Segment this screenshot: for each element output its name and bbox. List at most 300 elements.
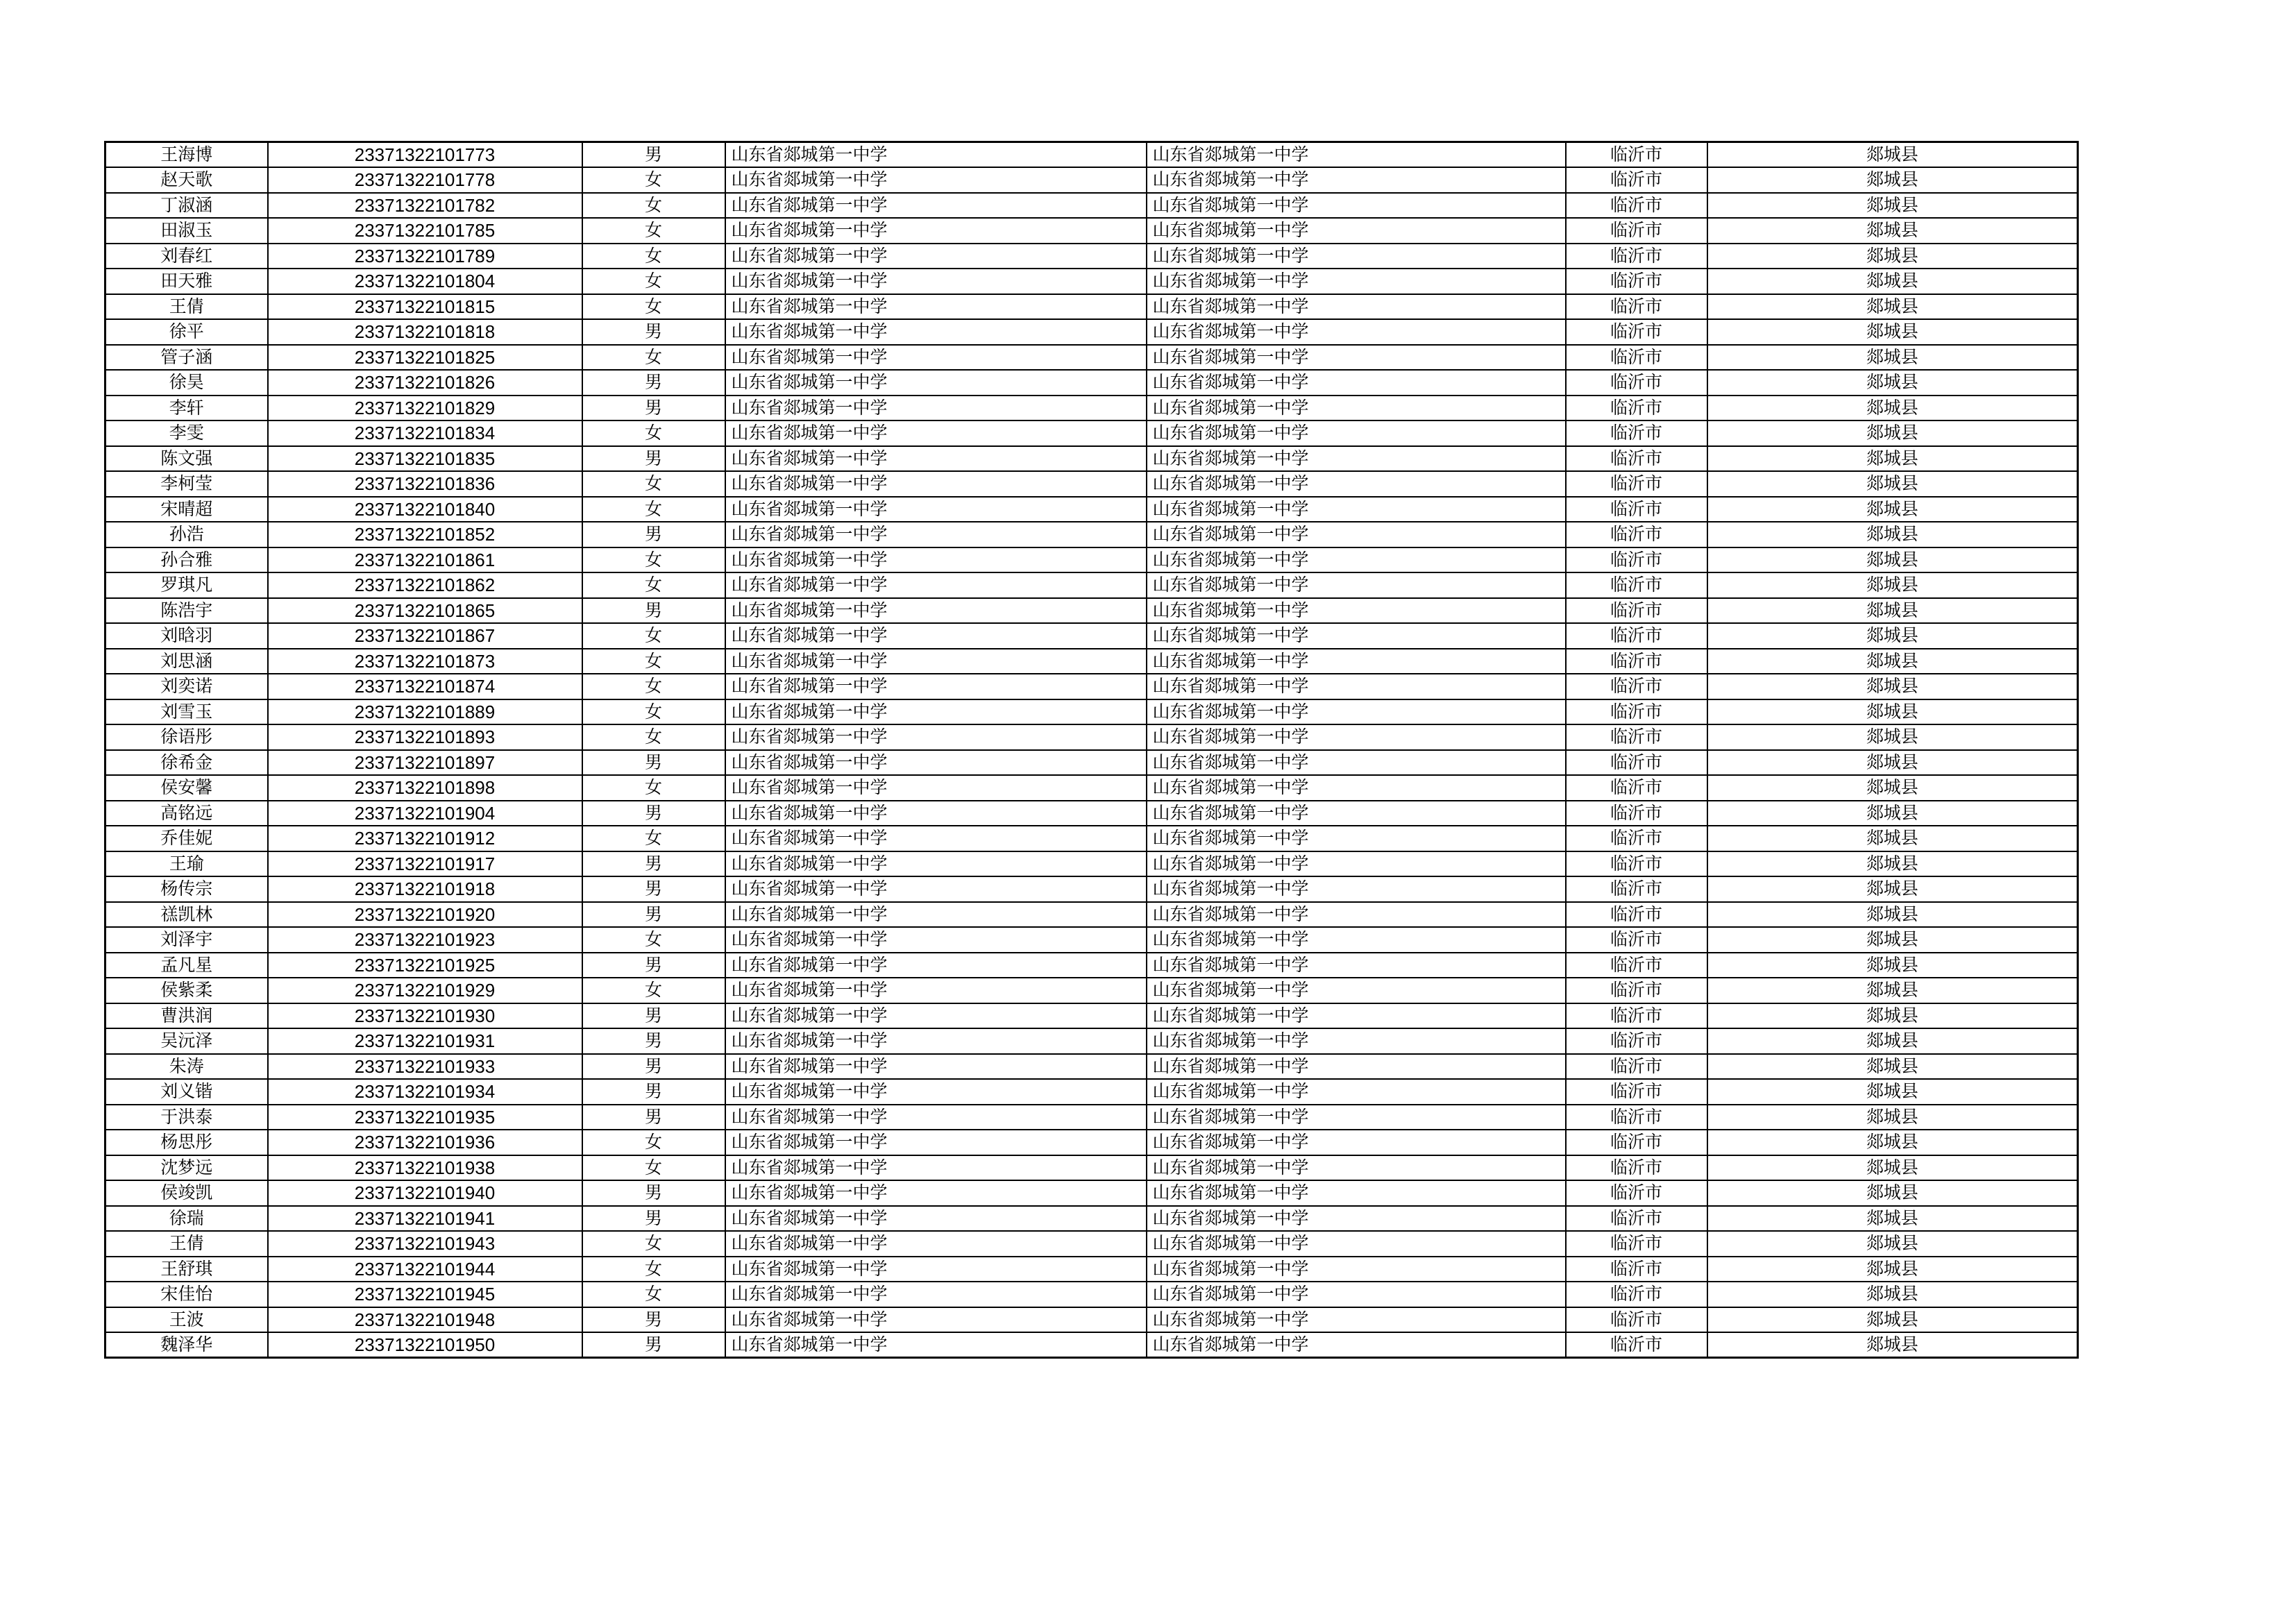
school-cell: 山东省郯城第一中学 [725, 244, 1147, 269]
gender-cell: 女 [582, 927, 725, 953]
exam-number-cell: 23371322101826 [268, 370, 582, 396]
student-name-cell: 王瑜 [105, 851, 268, 877]
graduating-school-cell: 山东省郯城第一中学 [1147, 750, 1566, 776]
graduating-school-cell: 山东省郯城第一中学 [1147, 522, 1566, 547]
table-row [105, 244, 2078, 269]
gender-cell: 男 [582, 142, 725, 168]
table-row [105, 1054, 2078, 1080]
student-name-cell: 杨传宗 [105, 876, 268, 902]
table-row [105, 1282, 2078, 1307]
school-cell: 山东省郯城第一中学 [725, 319, 1147, 345]
exam-number-cell: 23371322101834 [268, 420, 582, 446]
county-cell: 郯城县 [1707, 775, 2078, 801]
city-cell: 临沂市 [1566, 345, 1707, 371]
city-cell: 临沂市 [1566, 674, 1707, 699]
exam-number-cell: 23371322101934 [268, 1079, 582, 1105]
exam-number-cell: 23371322101867 [268, 623, 582, 649]
county-cell: 郯城县 [1707, 1307, 2078, 1333]
graduating-school-cell: 山东省郯城第一中学 [1147, 193, 1566, 219]
table-row [105, 396, 2078, 421]
county-cell: 郯城县 [1707, 927, 2078, 953]
student-name-cell: 朱涛 [105, 1054, 268, 1080]
table-row [105, 1332, 2078, 1358]
county-cell: 郯城县 [1707, 244, 2078, 269]
graduating-school-cell: 山东省郯城第一中学 [1147, 598, 1566, 624]
city-cell: 临沂市 [1566, 876, 1707, 902]
student-name-cell: 徐昊 [105, 370, 268, 396]
city-cell: 临沂市 [1566, 649, 1707, 674]
school-cell: 山东省郯城第一中学 [725, 572, 1147, 598]
county-cell: 郯城县 [1707, 547, 2078, 573]
student-name-cell: 丁淑涵 [105, 193, 268, 219]
graduating-school-cell: 山东省郯城第一中学 [1147, 1307, 1566, 1333]
exam-number-cell: 23371322101938 [268, 1155, 582, 1181]
table-row [105, 649, 2078, 674]
gender-cell: 男 [582, 522, 725, 547]
school-cell: 山东省郯城第一中学 [725, 674, 1147, 699]
city-cell: 临沂市 [1566, 851, 1707, 877]
table-row [105, 522, 2078, 547]
county-cell: 郯城县 [1707, 1155, 2078, 1181]
graduating-school-cell: 山东省郯城第一中学 [1147, 1054, 1566, 1080]
gender-cell: 男 [582, 1332, 725, 1358]
exam-number-cell: 23371322101836 [268, 471, 582, 497]
table-row [105, 623, 2078, 649]
school-cell: 山东省郯城第一中学 [725, 623, 1147, 649]
student-name-cell: 陈文强 [105, 446, 268, 472]
county-cell: 郯城县 [1707, 522, 2078, 547]
table-row [105, 1307, 2078, 1333]
school-cell: 山东省郯城第一中学 [725, 269, 1147, 294]
table-row [105, 319, 2078, 345]
exam-number-cell: 23371322101852 [268, 522, 582, 547]
graduating-school-cell: 山东省郯城第一中学 [1147, 1206, 1566, 1232]
exam-number-cell: 23371322101818 [268, 319, 582, 345]
gender-cell: 男 [582, 953, 725, 978]
gender-cell: 女 [582, 1155, 725, 1181]
gender-cell: 男 [582, 1206, 725, 1232]
school-cell: 山东省郯城第一中学 [725, 1079, 1147, 1105]
table-row [105, 142, 2078, 168]
exam-number-cell: 23371322101862 [268, 572, 582, 598]
gender-cell: 女 [582, 167, 725, 193]
county-cell: 郯城县 [1707, 345, 2078, 371]
graduating-school-cell: 山东省郯城第一中学 [1147, 1079, 1566, 1105]
gender-cell: 女 [582, 978, 725, 1003]
county-cell: 郯城县 [1707, 699, 2078, 725]
student-name-cell: 田天雅 [105, 269, 268, 294]
graduating-school-cell: 山东省郯城第一中学 [1147, 1231, 1566, 1257]
gender-cell: 男 [582, 1105, 725, 1130]
school-cell: 山东省郯城第一中学 [725, 724, 1147, 750]
table-row [105, 1105, 2078, 1130]
table-row [105, 801, 2078, 826]
county-cell: 郯城县 [1707, 724, 2078, 750]
student-name-cell: 侯安馨 [105, 775, 268, 801]
county-cell: 郯城县 [1707, 269, 2078, 294]
graduating-school-cell: 山东省郯城第一中学 [1147, 902, 1566, 928]
school-cell: 山东省郯城第一中学 [725, 876, 1147, 902]
city-cell: 临沂市 [1566, 547, 1707, 573]
city-cell: 临沂市 [1566, 1079, 1707, 1105]
gender-cell: 女 [582, 345, 725, 371]
student-name-cell: 赵天歌 [105, 167, 268, 193]
graduating-school-cell: 山东省郯城第一中学 [1147, 345, 1566, 371]
graduating-school-cell: 山东省郯城第一中学 [1147, 471, 1566, 497]
gender-cell: 男 [582, 1180, 725, 1206]
student-name-cell: 王海博 [105, 142, 268, 168]
table-row [105, 1257, 2078, 1282]
student-name-cell: 徐希金 [105, 750, 268, 776]
exam-number-cell: 23371322101945 [268, 1282, 582, 1307]
city-cell: 临沂市 [1566, 193, 1707, 219]
school-cell: 山东省郯城第一中学 [725, 497, 1147, 522]
gender-cell: 男 [582, 370, 725, 396]
student-name-cell: 孟凡星 [105, 953, 268, 978]
exam-number-cell: 23371322101941 [268, 1206, 582, 1232]
county-cell: 郯城县 [1707, 674, 2078, 699]
county-cell: 郯城县 [1707, 750, 2078, 776]
exam-number-cell: 23371322101829 [268, 396, 582, 421]
city-cell: 临沂市 [1566, 218, 1707, 244]
graduating-school-cell: 山东省郯城第一中学 [1147, 142, 1566, 168]
graduating-school-cell: 山东省郯城第一中学 [1147, 269, 1566, 294]
graduating-school-cell: 山东省郯城第一中学 [1147, 674, 1566, 699]
exam-number-cell: 23371322101815 [268, 294, 582, 320]
exam-number-cell: 23371322101936 [268, 1130, 582, 1155]
city-cell: 临沂市 [1566, 1054, 1707, 1080]
school-cell: 山东省郯城第一中学 [725, 1155, 1147, 1181]
exam-number-cell: 23371322101897 [268, 750, 582, 776]
gender-cell: 男 [582, 1003, 725, 1029]
county-cell: 郯城县 [1707, 218, 2078, 244]
table-row [105, 927, 2078, 953]
student-name-cell: 徐语彤 [105, 724, 268, 750]
student-name-cell: 刘春红 [105, 244, 268, 269]
gender-cell: 男 [582, 446, 725, 472]
county-cell: 郯城县 [1707, 446, 2078, 472]
graduating-school-cell: 山东省郯城第一中学 [1147, 1282, 1566, 1307]
school-cell: 山东省郯城第一中学 [725, 1231, 1147, 1257]
county-cell: 郯城县 [1707, 1054, 2078, 1080]
school-cell: 山东省郯城第一中学 [725, 396, 1147, 421]
school-cell: 山东省郯城第一中学 [725, 446, 1147, 472]
gender-cell: 男 [582, 1307, 725, 1333]
gender-cell: 女 [582, 1130, 725, 1155]
city-cell: 临沂市 [1566, 396, 1707, 421]
student-name-cell: 徐平 [105, 319, 268, 345]
exam-number-cell: 23371322101940 [268, 1180, 582, 1206]
student-name-cell: 罗琪凡 [105, 572, 268, 598]
school-cell: 山东省郯城第一中学 [725, 1282, 1147, 1307]
city-cell: 临沂市 [1566, 978, 1707, 1003]
table-row [105, 446, 2078, 472]
school-cell: 山东省郯城第一中学 [725, 649, 1147, 674]
graduating-school-cell: 山东省郯城第一中学 [1147, 699, 1566, 725]
gender-cell: 女 [582, 1231, 725, 1257]
county-cell: 郯城县 [1707, 623, 2078, 649]
county-cell: 郯城县 [1707, 1105, 2078, 1130]
exam-number-cell: 23371322101933 [268, 1054, 582, 1080]
table-row [105, 218, 2078, 244]
exam-number-cell: 23371322101778 [268, 167, 582, 193]
city-cell: 临沂市 [1566, 623, 1707, 649]
table-row [105, 167, 2078, 193]
graduating-school-cell: 山东省郯城第一中学 [1147, 572, 1566, 598]
county-cell: 郯城县 [1707, 370, 2078, 396]
student-name-cell: 侯紫柔 [105, 978, 268, 1003]
gender-cell: 女 [582, 471, 725, 497]
table-row [105, 420, 2078, 446]
school-cell: 山东省郯城第一中学 [725, 699, 1147, 725]
student-name-cell: 李雯 [105, 420, 268, 446]
student-name-cell: 王倩 [105, 294, 268, 320]
gender-cell: 女 [582, 826, 725, 851]
graduating-school-cell: 山东省郯城第一中学 [1147, 1180, 1566, 1206]
city-cell: 临沂市 [1566, 1003, 1707, 1029]
city-cell: 临沂市 [1566, 446, 1707, 472]
exam-number-cell: 23371322101925 [268, 953, 582, 978]
city-cell: 临沂市 [1566, 294, 1707, 320]
city-cell: 临沂市 [1566, 1155, 1707, 1181]
exam-number-cell: 23371322101825 [268, 345, 582, 371]
school-cell: 山东省郯城第一中学 [725, 801, 1147, 826]
table-row [105, 826, 2078, 851]
city-cell: 临沂市 [1566, 1231, 1707, 1257]
exam-number-cell: 23371322101785 [268, 218, 582, 244]
graduating-school-cell: 山东省郯城第一中学 [1147, 396, 1566, 421]
graduating-school-cell: 山东省郯城第一中学 [1147, 851, 1566, 877]
school-cell: 山东省郯城第一中学 [725, 1332, 1147, 1358]
student-name-cell: 孙浩 [105, 522, 268, 547]
table-row [105, 1003, 2078, 1029]
student-name-cell: 刘晗羽 [105, 623, 268, 649]
graduating-school-cell: 山东省郯城第一中学 [1147, 1003, 1566, 1029]
student-name-cell: 李柯莹 [105, 471, 268, 497]
county-cell: 郯城县 [1707, 953, 2078, 978]
student-name-cell: 沈梦远 [105, 1155, 268, 1181]
table-row [105, 699, 2078, 725]
table-row [105, 598, 2078, 624]
county-cell: 郯城县 [1707, 1028, 2078, 1054]
exam-number-cell: 23371322101912 [268, 826, 582, 851]
gender-cell: 女 [582, 775, 725, 801]
graduating-school-cell: 山东省郯城第一中学 [1147, 497, 1566, 522]
exam-number-cell: 23371322101931 [268, 1028, 582, 1054]
school-cell: 山东省郯城第一中学 [725, 1054, 1147, 1080]
city-cell: 临沂市 [1566, 497, 1707, 522]
graduating-school-cell: 山东省郯城第一中学 [1147, 218, 1566, 244]
city-cell: 临沂市 [1566, 244, 1707, 269]
gender-cell: 男 [582, 598, 725, 624]
school-cell: 山东省郯城第一中学 [725, 294, 1147, 320]
school-cell: 山东省郯城第一中学 [725, 1028, 1147, 1054]
city-cell: 临沂市 [1566, 370, 1707, 396]
county-cell: 郯城县 [1707, 649, 2078, 674]
table-row [105, 1028, 2078, 1054]
county-cell: 郯城县 [1707, 572, 2078, 598]
gender-cell: 男 [582, 1079, 725, 1105]
graduating-school-cell: 山东省郯城第一中学 [1147, 1155, 1566, 1181]
city-cell: 临沂市 [1566, 1332, 1707, 1358]
gender-cell: 女 [582, 572, 725, 598]
county-cell: 郯城县 [1707, 1257, 2078, 1282]
city-cell: 临沂市 [1566, 1105, 1707, 1130]
exam-number-cell: 23371322101789 [268, 244, 582, 269]
exam-number-cell: 23371322101889 [268, 699, 582, 725]
gender-cell: 女 [582, 420, 725, 446]
student-name-cell: 于洪泰 [105, 1105, 268, 1130]
exam-number-cell: 23371322101918 [268, 876, 582, 902]
school-cell: 山东省郯城第一中学 [725, 142, 1147, 168]
gender-cell: 男 [582, 319, 725, 345]
county-cell: 郯城县 [1707, 471, 2078, 497]
student-name-cell: 管子涵 [105, 345, 268, 371]
county-cell: 郯城县 [1707, 1003, 2078, 1029]
county-cell: 郯城县 [1707, 978, 2078, 1003]
county-cell: 郯城县 [1707, 1079, 2078, 1105]
student-name-cell: 侯竣凯 [105, 1180, 268, 1206]
graduating-school-cell: 山东省郯城第一中学 [1147, 1130, 1566, 1155]
table-row [105, 471, 2078, 497]
county-cell: 郯城县 [1707, 420, 2078, 446]
gender-cell: 女 [582, 699, 725, 725]
school-cell: 山东省郯城第一中学 [725, 953, 1147, 978]
gender-cell: 女 [582, 674, 725, 699]
graduating-school-cell: 山东省郯城第一中学 [1147, 724, 1566, 750]
gender-cell: 女 [582, 193, 725, 219]
city-cell: 临沂市 [1566, 572, 1707, 598]
exam-number-cell: 23371322101873 [268, 649, 582, 674]
table-row [105, 497, 2078, 522]
exam-number-cell: 23371322101948 [268, 1307, 582, 1333]
exam-number-cell: 23371322101773 [268, 142, 582, 168]
gender-cell: 男 [582, 801, 725, 826]
school-cell: 山东省郯城第一中学 [725, 927, 1147, 953]
school-cell: 山东省郯城第一中学 [725, 167, 1147, 193]
table-row [105, 294, 2078, 320]
table-row [105, 724, 2078, 750]
city-cell: 临沂市 [1566, 1307, 1707, 1333]
city-cell: 临沂市 [1566, 953, 1707, 978]
graduating-school-cell: 山东省郯城第一中学 [1147, 953, 1566, 978]
county-cell: 郯城县 [1707, 396, 2078, 421]
graduating-school-cell: 山东省郯城第一中学 [1147, 801, 1566, 826]
table-row [105, 750, 2078, 776]
county-cell: 郯城县 [1707, 193, 2078, 219]
table-row [105, 851, 2078, 877]
table-row [105, 547, 2078, 573]
graduating-school-cell: 山东省郯城第一中学 [1147, 370, 1566, 396]
student-name-cell: 田淑玉 [105, 218, 268, 244]
exam-number-cell: 23371322101929 [268, 978, 582, 1003]
gender-cell: 女 [582, 1282, 725, 1307]
table-row [105, 1231, 2078, 1257]
gender-cell: 男 [582, 750, 725, 776]
graduating-school-cell: 山东省郯城第一中学 [1147, 244, 1566, 269]
student-name-cell: 李轩 [105, 396, 268, 421]
exam-number-cell: 23371322101935 [268, 1105, 582, 1130]
graduating-school-cell: 山东省郯城第一中学 [1147, 826, 1566, 851]
table-row [105, 978, 2078, 1003]
gender-cell: 男 [582, 876, 725, 902]
table-row [105, 775, 2078, 801]
gender-cell: 女 [582, 269, 725, 294]
table-row [105, 1079, 2078, 1105]
county-cell: 郯城县 [1707, 497, 2078, 522]
exam-number-cell: 23371322101923 [268, 927, 582, 953]
city-cell: 临沂市 [1566, 420, 1707, 446]
student-name-cell: 乔佳妮 [105, 826, 268, 851]
table-row [105, 1130, 2078, 1155]
school-cell: 山东省郯城第一中学 [725, 750, 1147, 776]
student-name-cell: 王波 [105, 1307, 268, 1333]
exam-number-cell: 23371322101782 [268, 193, 582, 219]
exam-number-cell: 23371322101917 [268, 851, 582, 877]
exam-number-cell: 23371322101930 [268, 1003, 582, 1029]
city-cell: 临沂市 [1566, 142, 1707, 168]
graduating-school-cell: 山东省郯城第一中学 [1147, 294, 1566, 320]
graduating-school-cell: 山东省郯城第一中学 [1147, 547, 1566, 573]
exam-number-cell: 23371322101840 [268, 497, 582, 522]
city-cell: 临沂市 [1566, 902, 1707, 928]
school-cell: 山东省郯城第一中学 [725, 1180, 1147, 1206]
graduating-school-cell: 山东省郯城第一中学 [1147, 623, 1566, 649]
school-cell: 山东省郯城第一中学 [725, 1307, 1147, 1333]
city-cell: 临沂市 [1566, 1282, 1707, 1307]
county-cell: 郯城县 [1707, 902, 2078, 928]
county-cell: 郯城县 [1707, 319, 2078, 345]
city-cell: 临沂市 [1566, 699, 1707, 725]
county-cell: 郯城县 [1707, 167, 2078, 193]
graduating-school-cell: 山东省郯城第一中学 [1147, 649, 1566, 674]
graduating-school-cell: 山东省郯城第一中学 [1147, 167, 1566, 193]
student-roster-table [104, 141, 2079, 1359]
city-cell: 临沂市 [1566, 269, 1707, 294]
school-cell: 山东省郯城第一中学 [725, 1003, 1147, 1029]
gender-cell: 女 [582, 244, 725, 269]
county-cell: 郯城县 [1707, 826, 2078, 851]
county-cell: 郯城县 [1707, 142, 2078, 168]
city-cell: 临沂市 [1566, 801, 1707, 826]
county-cell: 郯城县 [1707, 876, 2078, 902]
gender-cell: 女 [582, 218, 725, 244]
graduating-school-cell: 山东省郯城第一中学 [1147, 978, 1566, 1003]
graduating-school-cell: 山东省郯城第一中学 [1147, 319, 1566, 345]
exam-number-cell: 23371322101898 [268, 775, 582, 801]
county-cell: 郯城县 [1707, 294, 2078, 320]
school-cell: 山东省郯城第一中学 [725, 1105, 1147, 1130]
exam-number-cell: 23371322101950 [268, 1332, 582, 1358]
table-row [105, 1180, 2078, 1206]
gender-cell: 女 [582, 649, 725, 674]
exam-number-cell: 23371322101861 [268, 547, 582, 573]
county-cell: 郯城县 [1707, 851, 2078, 877]
school-cell: 山东省郯城第一中学 [725, 193, 1147, 219]
student-name-cell: 吴沅泽 [105, 1028, 268, 1054]
table-row [105, 370, 2078, 396]
student-name-cell: 宋晴超 [105, 497, 268, 522]
school-cell: 山东省郯城第一中学 [725, 345, 1147, 371]
graduating-school-cell: 山东省郯城第一中学 [1147, 1028, 1566, 1054]
table-row [105, 902, 2078, 928]
gender-cell: 女 [582, 497, 725, 522]
school-cell: 山东省郯城第一中学 [725, 598, 1147, 624]
student-name-cell: 王舒琪 [105, 1257, 268, 1282]
gender-cell: 女 [582, 724, 725, 750]
school-cell: 山东省郯城第一中学 [725, 420, 1147, 446]
student-name-cell: 刘义锴 [105, 1079, 268, 1105]
